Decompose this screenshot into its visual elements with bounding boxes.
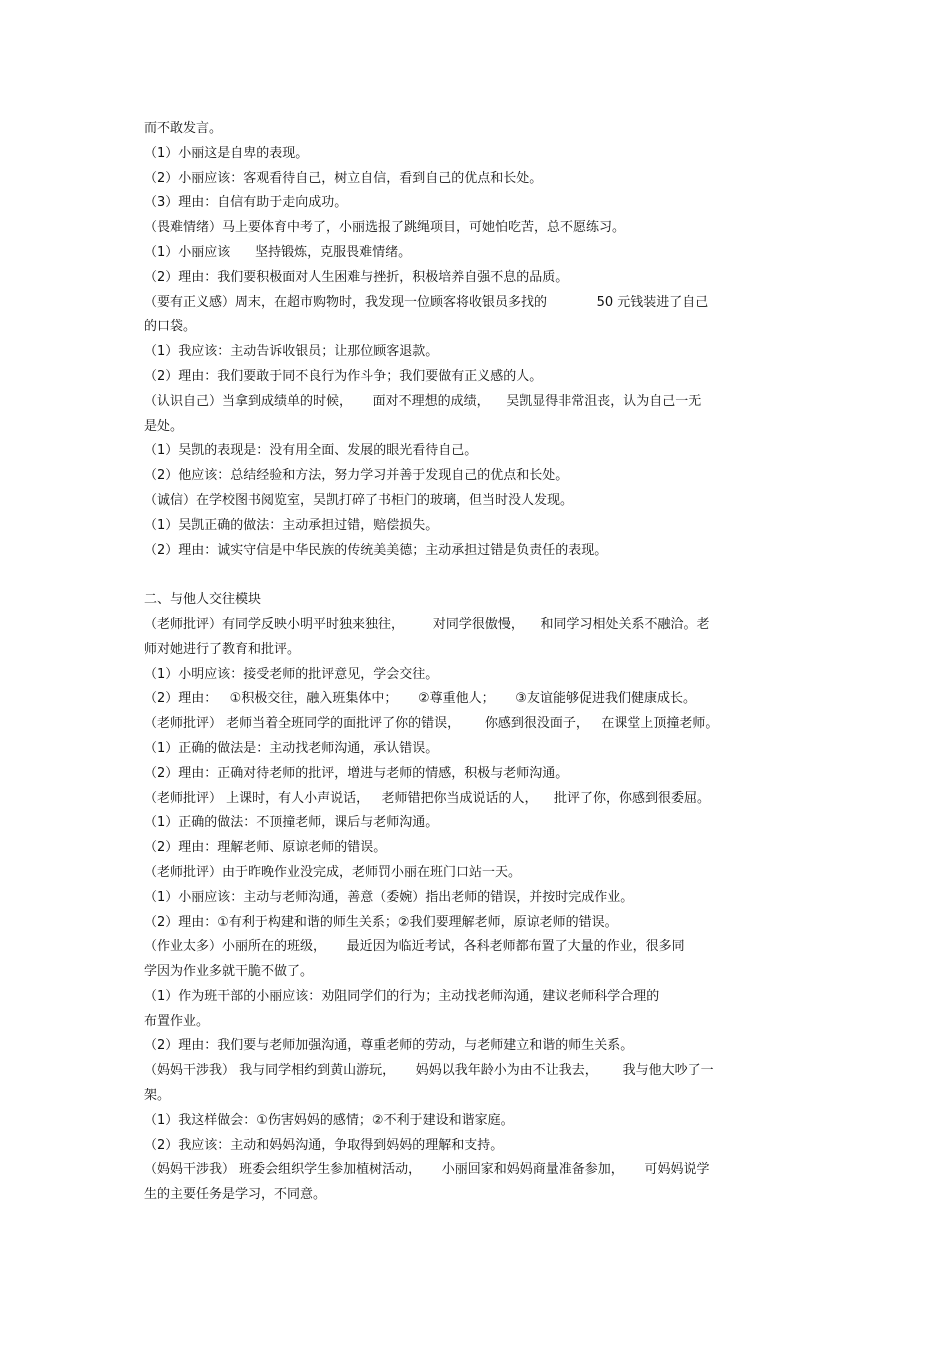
text-line: （2）我应该：主动和妈妈沟通，争取得到妈妈的理解和支持。 (144, 1137, 504, 1153)
text-line: （畏难情绪）马上要体育中考了，小丽选报了跳绳项目，可她怕吃苦，总不愿练习。 (144, 220, 626, 236)
text-line: （1）小丽应该 坚持锻炼，克服畏难情绪。 (144, 244, 412, 260)
text-line: （2）理由：我们要积极面对人生困难与挫折，积极培养自强不息的品质。 (144, 269, 569, 285)
section-self-module (144, 117, 804, 563)
text-line: （2）理由：正确对待老师的批评，增进与老师的情感，积极与老师沟通。 (144, 765, 569, 781)
text-line: （要有正义感）周末，在超市购物时，我发现一位顾客将收银员多找的 50 元钱装进了自己 (144, 294, 709, 310)
text-line: （作业太多）小丽所在的班级， 最近因为临近考试，各科老师都布置了大量的作业，很多同 (144, 939, 685, 955)
text-line: （2）理由：诚实守信是中华民族的传统美美德；主动承担过错是负责任的表现。 (144, 542, 608, 558)
text-line: （1）我这样做会：①伤害妈妈的感情；②不利于建设和谐家庭。 (144, 1112, 514, 1128)
document-body (144, 117, 804, 1208)
text-line: （老师批评）由于昨晚作业没完成，老师罚小丽在班门口站一天。 (144, 864, 522, 880)
text-line: 生的主要任务是学习，不同意。 (144, 1187, 327, 1203)
text-line: （2）理由：理解老师、原谅老师的错误。 (144, 840, 387, 856)
text-line: （3）理由：自信有助于走向成功。 (144, 195, 348, 211)
text-line: 是处。 (144, 418, 184, 434)
text-line: （2）小丽应该：客观看待自己，树立自信，看到自己的优点和长处。 (144, 170, 543, 186)
text-line: （1）正确的做法：不顶撞老师，课后与老师沟通。 (144, 815, 439, 831)
text-line: （1）正确的做法是：主动找老师沟通，承认错误。 (144, 740, 439, 756)
text-line: （1）吴凯正确的做法：主动承担过错，赔偿损失。 (144, 517, 439, 533)
text-line: 学因为作业多就干脆不做了。 (144, 964, 314, 980)
text-line: （2）理由：我们要敢于同不良行为作斗争；我们要做有正义感的人。 (144, 368, 543, 384)
text-line: （认识自己）当拿到成绩单的时候， 面对不理想的成绩， 吴凯显得非常沮丧，认为自己一无 (144, 393, 702, 409)
text-line: 的口袋。 (144, 319, 197, 335)
text-line: （1）小丽应该：主动与老师沟通，善意（委婉）指出老师的错误，并按时完成作业。 (144, 889, 634, 905)
text-line: （1）吴凯的表现是：没有用全面、发展的眼光看待自己。 (144, 443, 478, 459)
text-line: （2）理由：我们要与老师加强沟通，尊重老师的劳动，与老师建立和谐的师生关系。 (144, 1038, 634, 1054)
text-line: （2）理由：①有利于构建和谐的师生关系；②我们要理解老师，原谅老师的错误。 (144, 914, 618, 930)
text-line: （1）小明应该：接受老师的批评意见，学会交往。 (144, 666, 439, 682)
text-line: （老师批评） 上课时，有人小声说话， 老师错把你当成说话的人， 批评了你，你感到很委屈。 (144, 790, 711, 806)
text-line: （妈妈干涉我） 班委会组织学生参加植树活动， 小丽回家和妈妈商量准备参加， 可妈妈说学 (144, 1162, 710, 1178)
section-heading: 二、与他人交往模块 (144, 592, 262, 608)
text-line: （1）作为班干部的小丽应该：劝阻同学们的行为；主动找老师沟通，建议老师科学合理的 (144, 988, 660, 1004)
text-line: （1）我应该：主动告诉收银员；让那位顾客退款。 (144, 344, 439, 360)
text-line: （老师批评） 老师当着全班同学的面批评了你的错误， 你感到很没面子， 在课堂上顶撞老师。 (144, 716, 719, 732)
text-line: （老师批评）有同学反映小明平时独来独往， 对同学很傲慢， 和同学习相处关系不融洽。老 (144, 616, 710, 632)
text-line: （妈妈干涉我） 我与同学相约到黄山游玩， 妈妈以我年龄小为由不让我去， 我与他大吵了一 (144, 1063, 714, 1079)
paragraph-gap (144, 563, 804, 588)
text-line: （2）理由： ①积极交往，融入班集体中； ②尊重他人； ③友谊能够促进我们健康成长。 (144, 691, 696, 707)
text-line: 师对她进行了教育和批评。 (144, 641, 301, 657)
text-line: （诚信）在学校图书阅览室，吴凯打碎了书柜门的玻璃，但当时没人发现。 (144, 492, 574, 508)
section-interaction-module (144, 613, 804, 1208)
text-line: 布置作业。 (144, 1013, 210, 1029)
text-line: 架。 (144, 1088, 171, 1104)
text-line: （1）小丽这是自卑的表现。 (144, 145, 309, 161)
text-line: （2）他应该：总结经验和方法，努力学习并善于发现自己的优点和长处。 (144, 468, 569, 484)
text-line: 而不敢发言。 (144, 121, 223, 136)
